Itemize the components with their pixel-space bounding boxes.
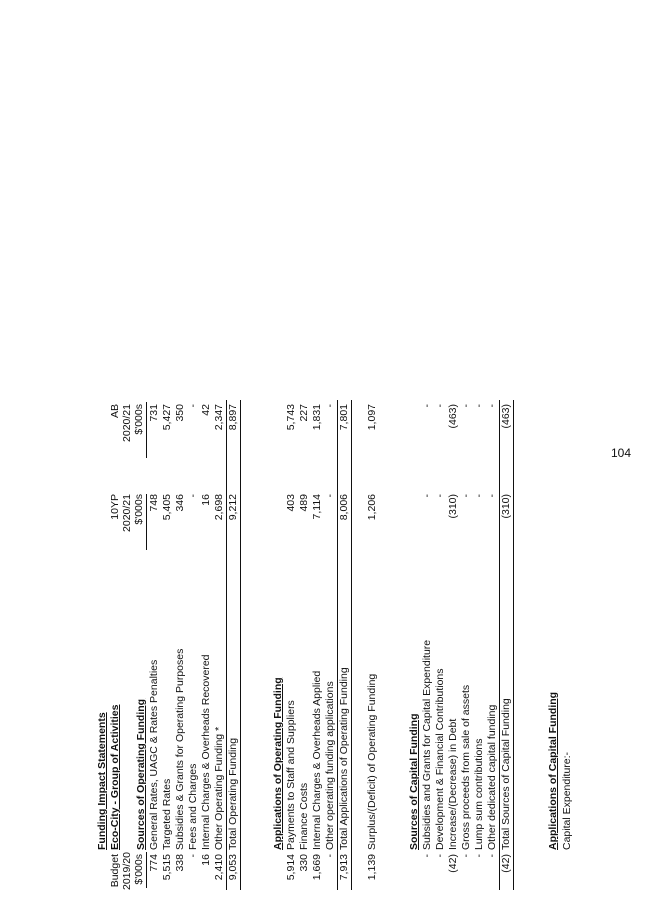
op-row-10yp: 2,698 xyxy=(213,494,225,521)
op-row-10yp: 748 xyxy=(148,494,160,512)
op-row-ab: 5,427 xyxy=(161,404,173,431)
cap-row-budget: - xyxy=(460,854,472,858)
operating-total-rule-bottom xyxy=(240,400,241,890)
cap-row-label: Subsidies and Grants for Capital Expenditure xyxy=(421,639,433,850)
app-row-ab: 227 xyxy=(298,404,310,422)
surplus-label: Surplus/(Deficit) of Operating Funding xyxy=(366,673,378,850)
cap-row-ab: (463) xyxy=(447,404,459,429)
cap-row-label: Lump sum contributions xyxy=(473,738,485,850)
op-row-label: Other Operating Funding * xyxy=(213,726,225,850)
op-row-ab: 350 xyxy=(174,404,186,422)
cap-row-10yp: (310) xyxy=(447,494,459,519)
app-total-budget: 7,913 xyxy=(338,854,350,881)
app-row-label: Internal Charges & Overheads Applied xyxy=(311,670,323,850)
op-total-label: Total Operating Funding xyxy=(227,737,239,850)
capital-applications-header: Applications of Capital Funding xyxy=(547,691,559,850)
cap-row-ab: - xyxy=(473,404,485,408)
cap-row-10yp: - xyxy=(460,494,472,498)
cap-total-budget: (42) xyxy=(500,854,512,873)
surplus-ab: 1,097 xyxy=(366,404,378,431)
statement-subtitle: Eco-City - Group of Activities xyxy=(109,704,121,850)
app-row-ab: 1,831 xyxy=(311,404,323,431)
cap-total-10yp: (310) xyxy=(500,494,512,519)
applications-header: Applications of Operating Funding xyxy=(272,677,284,850)
cap-row-budget: - xyxy=(434,854,446,858)
surplus-10yp: 1,206 xyxy=(366,494,378,521)
app-row-label: Other operating funding applications xyxy=(324,681,336,850)
cap-row-label: Gross proceeds from sale of assets xyxy=(460,684,472,850)
col-10yp-line2: 2020/21 xyxy=(121,494,133,532)
operating-header: Sources of Operating Funding xyxy=(135,698,147,850)
app-row-10yp: 403 xyxy=(285,494,297,512)
capital-total-rule-bottom xyxy=(513,400,514,890)
capital-expenditure-label: Capital Expenditure:- xyxy=(561,751,573,850)
op-row-ab: 2,347 xyxy=(213,404,225,431)
cap-row-label: Other dedicated capital funding xyxy=(486,704,498,850)
cap-row-ab: - xyxy=(460,404,472,408)
statement-title: Funding Impact Statements xyxy=(96,712,108,850)
col-ab-underline xyxy=(146,402,147,458)
col-budget-line3: $'000s xyxy=(133,854,145,885)
op-row-ab: 42 xyxy=(200,404,212,416)
op-row-budget: - xyxy=(187,854,199,858)
rotated-statement xyxy=(90,390,580,890)
applications-total-rule-bottom xyxy=(351,400,352,890)
op-row-10yp: - xyxy=(187,494,199,498)
capital-header: Sources of Capital Funding xyxy=(408,713,420,850)
col-10yp-line3: $'000s xyxy=(133,494,145,525)
col-budget-underline xyxy=(146,852,147,888)
surplus-budget: 1,139 xyxy=(366,854,378,881)
cap-row-label: Increase/(Decrease) in Debt xyxy=(447,718,459,850)
op-row-label: Subsidies & Grants for Operating Purposes xyxy=(174,648,186,850)
app-total-10yp: 8,006 xyxy=(338,494,350,521)
cap-total-label: Total Sources of Capital Funding xyxy=(500,698,512,850)
app-row-budget: 330 xyxy=(298,854,310,872)
col-ab-line2: 2020/21 xyxy=(121,404,133,442)
col-budget-line1: Budget xyxy=(109,854,121,888)
col-budget-line2: 2019/20 xyxy=(121,852,133,890)
cap-row-ab: - xyxy=(486,404,498,408)
op-row-ab: - xyxy=(187,404,199,408)
op-row-budget: 5,515 xyxy=(161,854,173,881)
col-ab-line3: $'000s xyxy=(133,404,145,435)
op-total-10yp: 9,212 xyxy=(227,494,239,521)
op-row-10yp: 346 xyxy=(174,494,186,512)
op-total-budget: 9,053 xyxy=(227,854,239,881)
app-row-10yp: - xyxy=(324,494,336,498)
op-total-ab: 8,897 xyxy=(227,404,239,431)
op-row-budget: 338 xyxy=(174,854,186,872)
op-row-10yp: 5,405 xyxy=(161,494,173,521)
cap-row-label: Development & Financial Contributions xyxy=(434,668,446,850)
cap-row-budget: - xyxy=(421,854,433,858)
cap-row-10yp: - xyxy=(421,494,433,498)
app-total-label: Total Applications of Operating Funding xyxy=(338,667,350,850)
cap-row-budget: - xyxy=(486,854,498,858)
app-total-ab: 7,801 xyxy=(338,404,350,431)
cap-row-10yp: - xyxy=(434,494,446,498)
app-row-ab: - xyxy=(324,404,336,408)
op-row-label: Fees and Charges xyxy=(187,763,199,850)
app-row-ab: 5,743 xyxy=(285,404,297,431)
app-row-budget: 5,914 xyxy=(285,854,297,881)
cap-row-budget: - xyxy=(473,854,485,858)
app-row-10yp: 489 xyxy=(298,494,310,512)
cap-row-ab: - xyxy=(434,404,446,408)
cap-row-budget: (42) xyxy=(447,854,459,873)
app-row-budget: - xyxy=(324,854,336,858)
col-10yp-underline xyxy=(146,494,147,550)
page-number: 104 xyxy=(611,446,632,460)
op-row-label: Internal Charges & Overheads Recovered xyxy=(200,654,212,850)
app-row-label: Finance Costs xyxy=(298,782,310,850)
col-ab-line1: AB xyxy=(109,404,121,419)
op-row-budget: 16 xyxy=(200,854,212,866)
app-row-budget: 1,669 xyxy=(311,854,323,881)
cap-total-ab: (463) xyxy=(500,404,512,429)
op-row-label: Targeted Rates xyxy=(161,778,173,850)
cap-row-10yp: - xyxy=(486,494,498,498)
op-row-label: General Rates, UAGC & Rates Penalties xyxy=(148,659,160,850)
op-row-10yp: 16 xyxy=(200,494,212,506)
op-row-ab: 731 xyxy=(148,404,160,422)
col-10yp-line1: 10YP xyxy=(109,494,121,520)
app-row-10yp: 7,114 xyxy=(311,494,323,520)
op-row-budget: 2,410 xyxy=(213,854,225,881)
app-row-label: Payments to Staff and Suppliers xyxy=(285,700,297,850)
cap-row-10yp: - xyxy=(473,494,485,498)
cap-row-ab: - xyxy=(421,404,433,408)
op-row-budget: 774 xyxy=(148,854,160,872)
